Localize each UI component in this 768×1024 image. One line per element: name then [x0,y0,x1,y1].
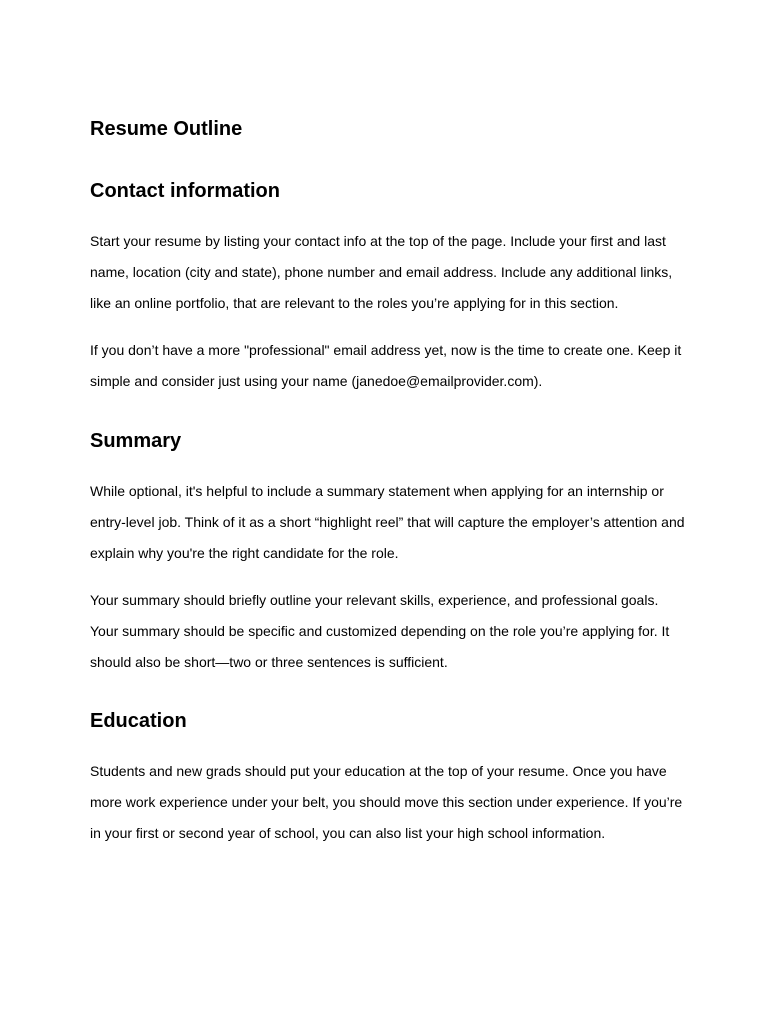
section-heading-contact-information: Contact information [90,180,280,202]
document-title: Resume Outline [90,118,243,140]
contact-paragraph-1: Start your resume by listing your contact info at the top of the page. Include your first and last name, location (city and state), phone number and email address. Include any additional links, like an online portfolio, that are relevant to the roles you’re applying for in this section. [90,233,673,311]
section-heading-summary: Summary [90,430,182,452]
education-paragraph-1: Students and new grads should put your education at the top of your resume. Once you have more work experience under your belt, you should move this section under experience. If you’re in your first or second year of school, you can also list your high school information. [90,763,683,841]
summary-paragraph-1: While optional, it's helpful to include a summary statement when applying for an internship or entry-level job. Think of it as a short “highlight reel” that will capture the employer’s attention and explain why you're the right candidate for the role. [90,483,685,561]
contact-paragraph-2: If you don’t have a more "professional" email address yet, now is the time to create one. Keep it simple and consider just using your name (janedoe@emailprovider.com). [90,342,682,389]
section-heading-education: Education [90,710,187,732]
summary-paragraph-2: Your summary should briefly outline your relevant skills, experience, and professional goals. Your summary should be specific and customized depending on the role you’re applying for. It should also be short—two or three sentences is sufficient. [90,592,670,670]
